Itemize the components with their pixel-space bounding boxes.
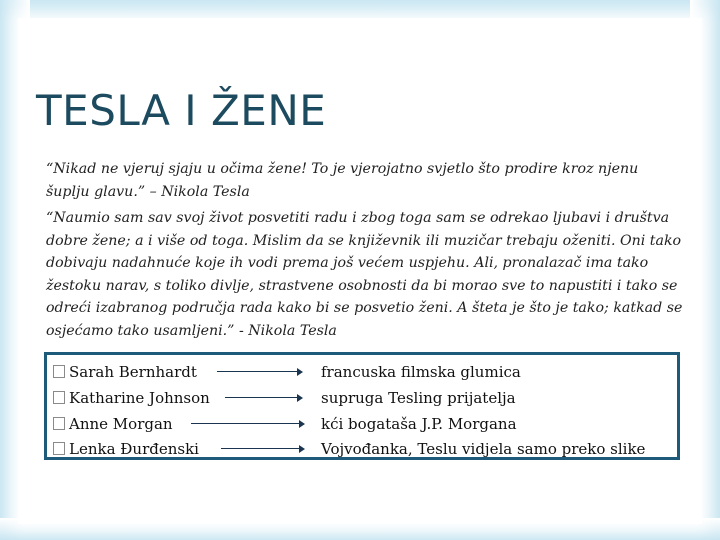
women-row <box>53 360 675 384</box>
arrow-right-icon <box>217 370 303 374</box>
checkbox-bullet-icon <box>53 442 65 455</box>
woman-name: Lenka Đurđenski <box>69 440 199 458</box>
woman-description: kći bogataša J.P. Morgana <box>321 415 517 433</box>
woman-description: francuska filmska glumica <box>321 363 521 381</box>
woman-name: Katharine Johnson <box>69 389 210 407</box>
checkbox-bullet-icon <box>53 391 65 404</box>
checkbox-bullet-icon <box>53 365 65 378</box>
women-row <box>53 437 675 461</box>
woman-name: Anne Morgan <box>69 415 173 433</box>
arrow-right-icon <box>221 447 305 451</box>
woman-name: Sarah Bernhardt <box>69 363 197 381</box>
arrow-right-icon <box>191 422 305 426</box>
women-row <box>53 386 675 410</box>
women-box <box>44 352 680 460</box>
checkbox-bullet-icon <box>53 417 65 430</box>
slide-title: TESLA I ŽENE <box>36 86 327 135</box>
quote-2: “Naumio sam sav svoj život posvetiti radu i zbog toga sam se odrekao ljubavi i društva dobre žene; a i više od toga. Mislim da se književnik ili muzičar trebaju oženiti. Oni tako dobivaju nadahnuće koje ih vodi prema još većem uspjehu. Ali, pronalazač ima tako žestoku narav, s toliko divlje, strastvene osobnosti da bi morao sve to napustiti i tako se odreći izabranog područja rada kako bi se posvetio ženi. A šteta je što je tako; katkad se osjećamo tako usamljeni.” - Nikola Tesla <box>46 210 683 339</box>
quote-1: “Nikad ne vjeruj sjaju u očima žene! To je vjerojatno svjetlo što prodire kroz njenu šuplju glavu.” – Nikola Tesla <box>46 161 639 200</box>
woman-description: supruga Tesling prijatelja <box>321 389 516 407</box>
women-row <box>53 412 675 436</box>
arrow-right-icon <box>225 396 303 400</box>
woman-description: Vojvođanka, Teslu vidjela samo preko slike <box>321 440 646 458</box>
